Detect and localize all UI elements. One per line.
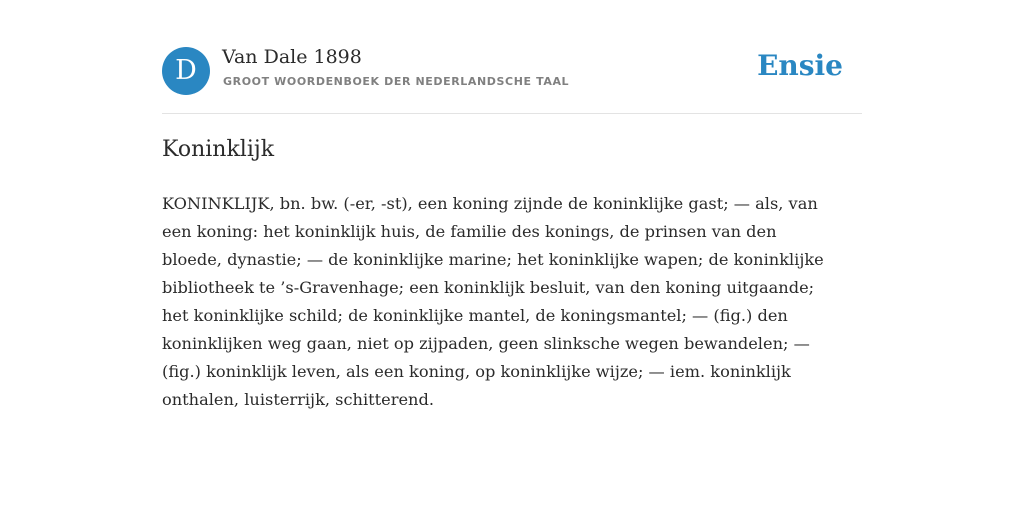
- source-name[interactable]: Van Dale 1898: [222, 46, 362, 68]
- brand-logo[interactable]: Ensie: [757, 49, 843, 82]
- source-subtitle: GROOT WOORDENBOEK DER NEDERLANDSCHE TAAL: [223, 75, 570, 88]
- entry-definition: KONINKLIJK, bn. bw. (-er, -st), een koning zijnde de koninklijke gast; — als, van een koning: het koninklijk huis, de familie des konings, de prinsen van den bloede, dynastie; — de koninklijke marine; het koninklijke wapen; de koninklijke bibliotheek te ’s-Gravenhage; een koninklijk besluit, van den koning uitgaande; het koninklijke schild; de koninklijke mantel, de koningsmantel; — (fig.) den koninklijken weg gaan, niet op zijpaden, geen slinksche wegen bewandelen; — (fig.) koninklijk leven, als een koning, op koninklijke wijze; — iem. koninklijk onthalen, luisterrijk, schitterend.: [162, 194, 824, 409]
- header-divider: [162, 113, 862, 114]
- source-badge[interactable]: D: [162, 47, 210, 95]
- entry-title: Koninklijk: [162, 137, 275, 162]
- header: [162, 45, 862, 97]
